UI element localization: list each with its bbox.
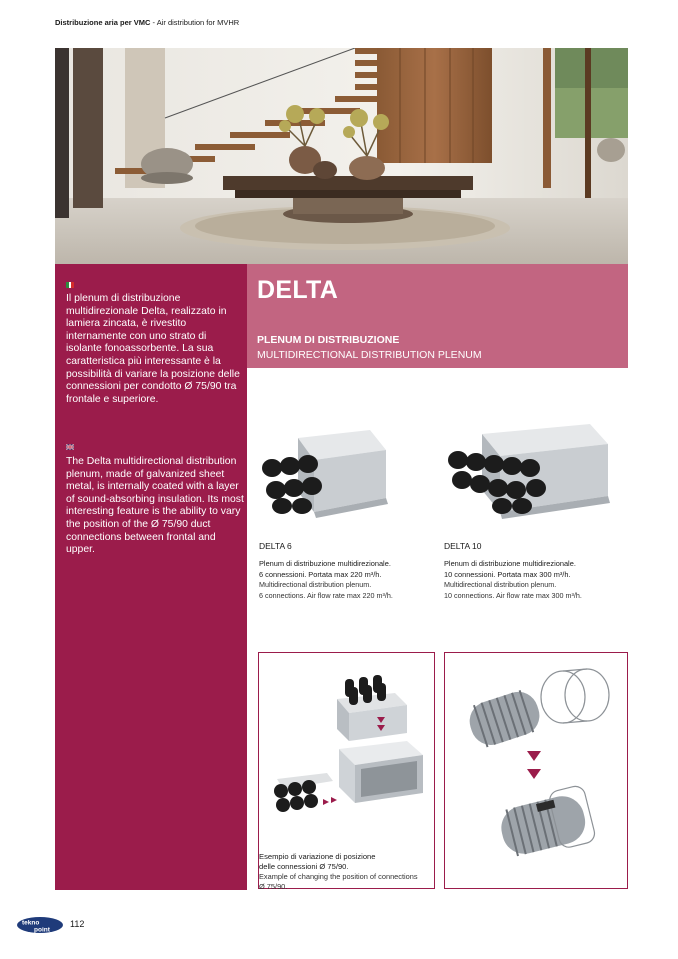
description-english: The Delta multidirectional distribution plenum, made of galvanized sheet metal, is internally coated with a layer of sound-absorbing insulation. Its most interesting feature is the ability to vary the position of the Ø 75/90 duct connections between frontal and upper. [66,456,244,556]
page-number: 112 [70,919,85,929]
desc-it-line2: 6 connessioni. Portata max 220 m³/h. [259,569,382,579]
logo-text-top: tekno [22,919,40,927]
description-column [55,264,247,890]
italian-flag-icon [66,282,74,288]
uk-flag-icon [66,444,74,450]
subtitle-english: MULTIDIRECTIONAL DISTRIBUTION PLENUM [257,349,482,361]
title-band [247,264,628,368]
header-section-subtitle: - Air distribution for MVHR [150,18,240,27]
product-desc-delta-6 [259,559,434,601]
logo-text-bottom: point [34,926,50,934]
delta-10-product-image [440,418,615,528]
desc-it-line2: 10 connessioni. Portata max 300 m³/h. [444,569,571,579]
description-italian: Il plenum di distribuzione multidirezionale Delta, realizzato in lamiera zincata, è rivestito internamente con uno strato di isolante fonoassorbente. La sua caratteristica più interessante è la possibilità di variare la posizione delle connessioni per condotto Ø 75/90 tra frontale e superiore. [66,293,240,405]
subtitle-italian: PLENUM DI DISTRIBUZIONE [257,334,400,346]
desc-it-line1: Plenum di distribuzione multidirezionale. [259,559,391,568]
product-title: DELTA [257,276,339,304]
caption-en-line2: Ø 75/90. [259,882,288,891]
desc-en-line1: Multidirectional distribution plenum. [259,580,372,589]
caption-en-line1: Example of changing the position of connections [259,872,418,881]
header-section-title: Distribuzione aria per VMC [55,18,151,27]
duct-fitting-diagram-frame [444,652,628,889]
product-desc-delta-10 [444,559,619,601]
desc-en-line1: Multidirectional distribution plenum. [444,580,557,589]
caption-it-line2: delle connessioni Ø 75/90. [259,862,349,871]
desc-en-line2: 10 connections. Air flow rate max 300 m³/h. [444,590,582,600]
product-name-delta-10: DELTA 10 [444,541,482,551]
teknopoint-logo [16,916,64,934]
desc-en-line2: 6 connections. Air flow rate max 220 m³/h. [259,590,393,600]
caption-it-line1: Esempio di variazione di posizione [259,852,376,861]
product-name-delta-6: DELTA 6 [259,541,292,551]
desc-it-line1: Plenum di distribuzione multidirezionale. [444,559,576,568]
delta-6-product-image [258,420,393,525]
example-caption [259,852,459,892]
hero-interior-photo [55,48,628,264]
running-header [55,18,239,27]
